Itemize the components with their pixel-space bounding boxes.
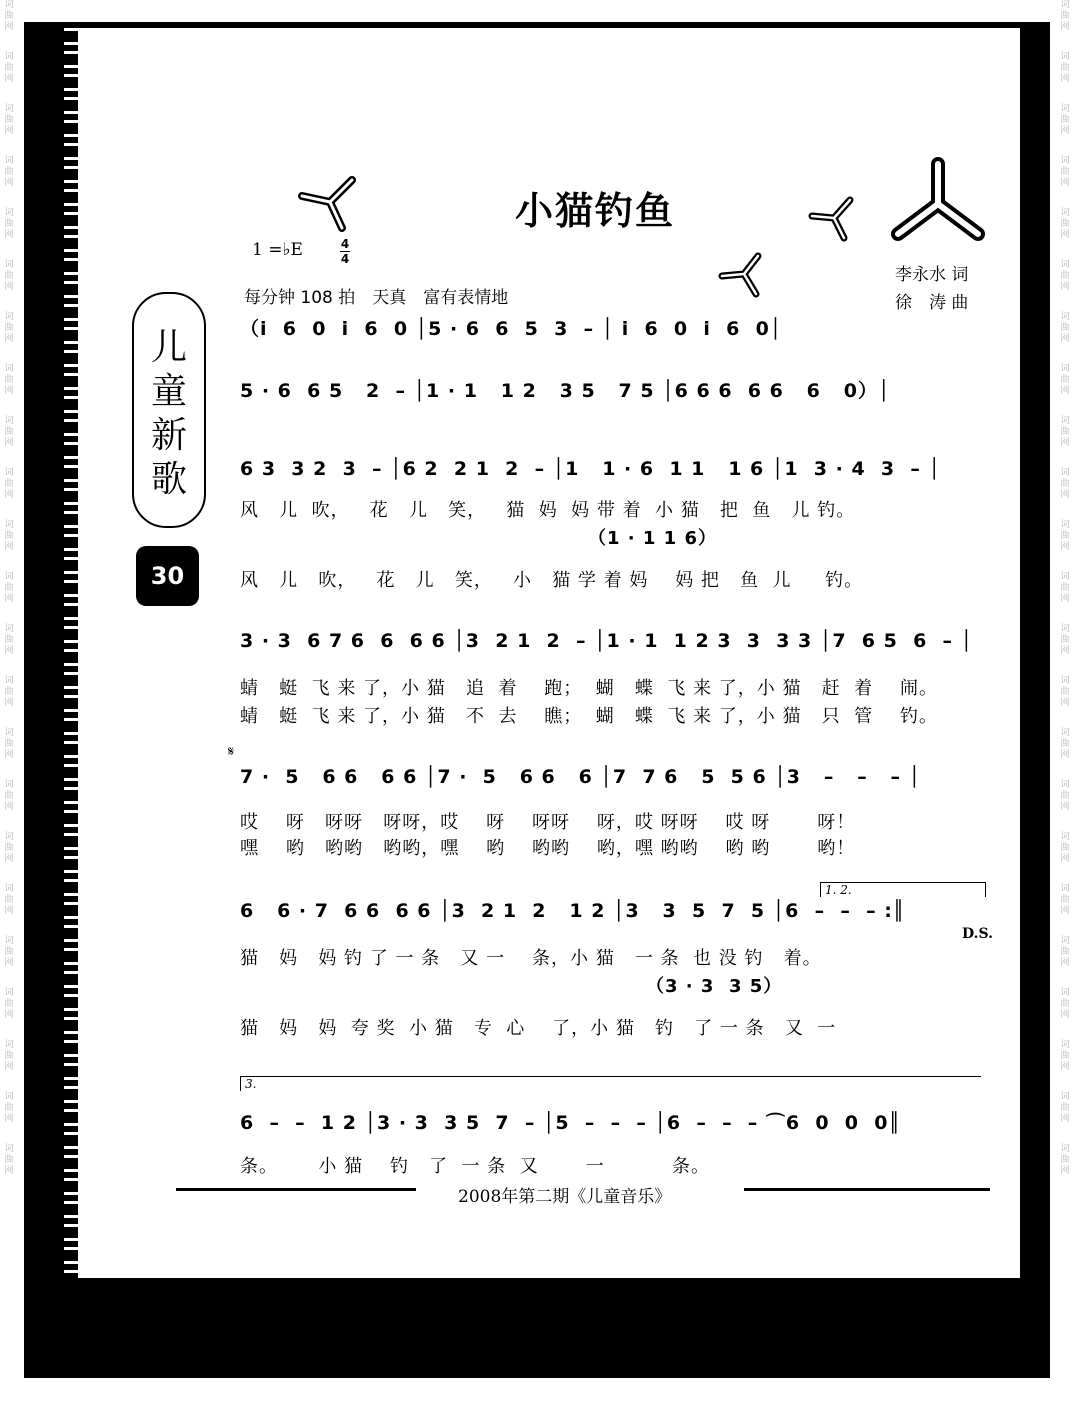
notation-line-2: 5 · 6 6 5 2 – │1 · 1 1 2 3 5 7 5 │6 6 6 6 6 6 0）│ (240, 380, 891, 402)
watermark-text: 词曲网 (4, 416, 14, 448)
watermark-text: 词曲网 (1060, 520, 1070, 552)
watermark-text: 词曲网 (4, 104, 14, 136)
watermark-text: 词曲网 (4, 0, 14, 32)
lyrics-line-5-verse-1: 哎 呀 呀呀 呀呀，哎 呀 呀呀 呀，哎 呀呀 哎 呀 呀！ (240, 812, 856, 833)
time-signature-bottom: 4 (340, 252, 350, 266)
song-title: 小猫钓鱼 (515, 189, 676, 233)
watermark-text: 词曲网 (1060, 728, 1070, 760)
watermark-text: 词曲网 (1060, 988, 1070, 1020)
notation-line-4: 3 · 3 6 7 6 6 6 6 │3 2 1 2 – │1 · 1 1 2 3 3 3 3 │7 6 5 6 – │ (240, 630, 974, 652)
lyrics-line-7: 条。 小 猫 钓 了 一 条 又 一 条。 (240, 1156, 710, 1177)
watermark-text: 词曲网 (4, 624, 14, 656)
lyrics-line-6-verse-2: 猫 妈 妈 夸 奖 小 猫 专 心 了，小 猫 钓 了 一 条 又 一 (240, 1018, 837, 1039)
volta-bracket-3 (240, 1076, 981, 1091)
watermark-text: 词曲网 (1060, 468, 1070, 500)
watermark-left (2, 0, 16, 1404)
watermark-text: 词曲网 (1060, 1092, 1070, 1124)
watermark-text: 词曲网 (1060, 52, 1070, 84)
lyrics-line-5-verse-2: 嘿 哟 哟哟 哟哟，嘿 哟 哟哟 哟，嘿 哟哟 哟 哟 哟！ (240, 838, 856, 859)
column-label: 儿 童 新 歌 (150, 327, 187, 500)
watermark-text: 词曲网 (1060, 260, 1070, 292)
lyrics-line-3-verse-1: 风 儿 吹， 花 儿 笑， 猫 妈 妈 带 着 小 猫 把 鱼 儿 钓。 (240, 500, 856, 521)
lyrics-line-4-verse-1: 蜻 蜓 飞 来 了，小 猫 追 着 跑； 蝴 蝶 飞 来 了，小 猫 赶 着 闹。 (240, 678, 938, 699)
time-signature-top: 4 (340, 237, 350, 251)
watermark-right (1058, 0, 1072, 1404)
watermark-text: 词曲网 (4, 364, 14, 396)
volta-bracket-1-2 (820, 882, 986, 897)
watermark-text: 词曲网 (4, 52, 14, 84)
watermark-text: 词曲网 (4, 936, 14, 968)
column-label-box (132, 292, 206, 528)
notation-line-1: （i 6 0 i 6 0 │5 · 6 6 5 3 – │ i 6 0 i 6 0│ (240, 318, 783, 340)
notation-line-5: 7 · 5 6 6 6 6 │7 · 5 6 6 6 │7 7 6 5 5 6 │3 – – – │ (240, 766, 922, 788)
watermark-text: 词曲网 (4, 832, 14, 864)
watermark-text: 词曲网 (4, 312, 14, 344)
watermark-text: 词曲网 (1060, 1040, 1070, 1072)
composer-credit: 徐 涛 曲 (895, 293, 969, 313)
tempo-marking: 每分钟 108 拍 天真 富有表情地 (244, 288, 509, 308)
book-spine-edge (64, 22, 78, 1322)
key-signature: 1 =♭E (252, 240, 303, 260)
footer-source: 2008年第二期《儿童音乐》 (458, 1187, 672, 1207)
watermark-text: 词曲网 (4, 1040, 14, 1072)
watermark-text: 词曲网 (1060, 1144, 1070, 1176)
watermark-text: 词曲网 (1060, 156, 1070, 188)
watermark-text: 词曲网 (4, 728, 14, 760)
watermark-text: 词曲网 (1060, 364, 1070, 396)
watermark-text: 词曲网 (1060, 104, 1070, 136)
watermark-text: 词曲网 (4, 988, 14, 1020)
page-number: 30 (136, 546, 199, 606)
alternate-notation: （3 · 3 3 5） (646, 976, 783, 997)
notation-line-6: 6 6 · 7 6 6 6 6 │3 2 1 2 1 2 │3 3 5 7 5 │6 – – – :║ (240, 900, 906, 922)
watermark-text: 词曲网 (4, 208, 14, 240)
volta-label: 3. (245, 1077, 257, 1091)
lyrics-line-6-verse-1: 猫 妈 妈 钓 了 一 条 又 一 条，小 猫 一 条 也 没 钓 着。 (240, 948, 822, 969)
watermark-text: 词曲网 (4, 1092, 14, 1124)
time-signature (340, 238, 350, 265)
watermark-text: 词曲网 (1060, 832, 1070, 864)
watermark-text: 词曲网 (4, 572, 14, 604)
watermark-text: 词曲网 (1060, 780, 1070, 812)
lyrics-line-4-verse-2: 蜻 蜓 飞 来 了，小 猫 不 去 瞧； 蝴 蝶 飞 来 了，小 猫 只 管 钓。 (240, 706, 938, 727)
watermark-text: 词曲网 (1060, 0, 1070, 32)
dragonfly-icon (296, 172, 362, 234)
dal-segno-mark: D.S. (962, 926, 994, 942)
watermark-text: 词曲网 (1060, 416, 1070, 448)
lyricist-credit: 李永水 词 (895, 265, 969, 285)
watermark-text: 词曲网 (4, 260, 14, 292)
watermark-text: 词曲网 (1060, 936, 1070, 968)
scan-border-right (1020, 22, 1050, 1378)
volta-label: 1. 2. (825, 883, 852, 897)
scan-border-left (24, 22, 64, 1378)
alternate-notation: （1 · 1 1 6） (588, 528, 718, 549)
watermark-text: 词曲网 (4, 520, 14, 552)
lyrics-line-3-verse-2: 风 儿 吹， 花 儿 笑， 小 猫 学 着 妈 妈 把 鱼 儿 钓。 (240, 570, 864, 591)
segno-sign: 𝄋 (228, 744, 235, 760)
watermark-text: 词曲网 (1060, 312, 1070, 344)
dragonfly-icon (718, 250, 766, 300)
watermark-text: 词曲网 (1060, 208, 1070, 240)
notation-line-7: 6 – – 1 2 │3 · 3 3 5 7 – │5 – – – │6 – – – ⌒6 0 0 0║ (240, 1112, 901, 1134)
watermark-text: 词曲网 (4, 156, 14, 188)
watermark-text: 词曲网 (4, 1144, 14, 1176)
watermark-text: 词曲网 (1060, 624, 1070, 656)
scan-border-bottom (24, 1278, 1050, 1378)
watermark-text: 词曲网 (4, 468, 14, 500)
watermark-text: 词曲网 (4, 884, 14, 916)
dragonfly-icon (886, 156, 990, 246)
watermark-text: 词曲网 (1060, 884, 1070, 916)
watermark-text: 词曲网 (4, 676, 14, 708)
watermark-text: 词曲网 (4, 780, 14, 812)
watermark-text: 词曲网 (1060, 572, 1070, 604)
footer-rule-right (744, 1188, 990, 1191)
notation-line-3: 6 3 3 2 3 – │6 2 2 1 2 – │1 1 · 6 1 1 1 6 │1 3 · 4 3 – │ (240, 458, 941, 480)
dragonfly-icon (808, 194, 858, 244)
watermark-text: 词曲网 (1060, 676, 1070, 708)
footer-rule-left (176, 1188, 416, 1191)
